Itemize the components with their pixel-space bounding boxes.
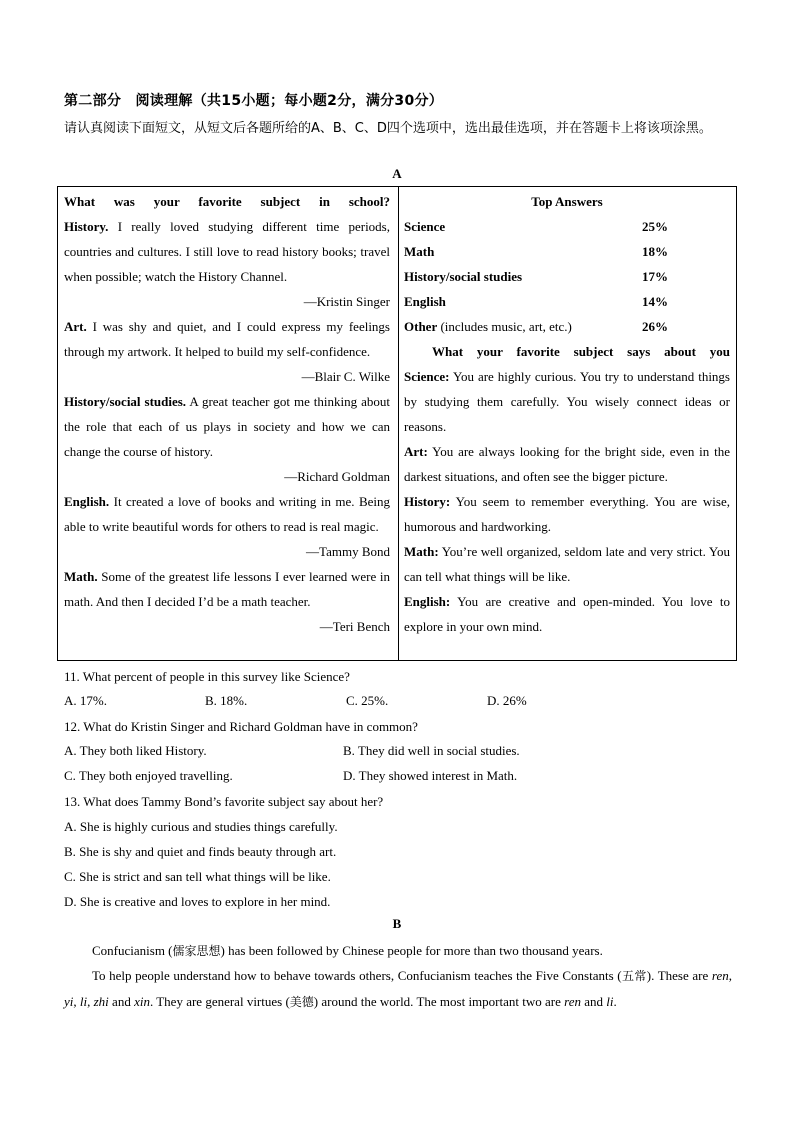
answer-row: English 14% [404,294,668,309]
survey-table [57,186,737,661]
author-teri: —Teri Bench [319,619,390,634]
option[interactable]: C. They both enjoyed travelling. [64,768,233,783]
entry-history: History. I really loved studying different time periods, countries and cultures. I still love to read history books; travel when possible; watch the History Channel. [64,219,390,284]
part-title: 第二部分 阅读理解（共15小题；每小题2分，满分30分） [64,93,444,109]
left-question: What was your favorite subject in school? [64,194,390,209]
section-b-label: B [392,916,402,931]
option[interactable]: A. 17%. [64,693,107,708]
option[interactable]: A. They both liked History. [64,743,207,758]
question-12-options-row1 [64,743,622,759]
trait-history: History: You seem to remember everything. You are wise, humorous and hardworking. [404,494,730,534]
right-column [404,189,730,639]
option[interactable]: A. She is highly curious and studies things carefully. [64,819,338,834]
top-answers-title: Top Answers [531,194,603,209]
question-11: 11. What percent of people in this survey like Science? [64,669,350,684]
says-title: What your favorite subject says about you [432,344,730,359]
answer-row: History/social studies 17% [404,269,668,284]
option[interactable]: B. 18%. [205,693,248,708]
section-b-paragraph-2: To help people understand how to behave towards others, Confucianism teaches the Five Constants (五常). These are ren, yi, li, zhi and xin. They are general virtues (美德) around the world. The most important two are ren and li. [64,968,732,1009]
author-tammy: —Tammy Bond [306,544,390,559]
option[interactable]: C. She is strict and san tell what things will be like. [64,869,331,884]
left-column [64,189,390,639]
option[interactable]: B. She is shy and quiet and finds beauty through art. [64,844,337,859]
answer-row: Other (includes music, art, etc.) 26% [404,319,668,334]
option[interactable]: B. They did well in social studies. [343,743,520,758]
author-blair: —Blair C. Wilke [301,369,390,384]
option[interactable]: D. They showed interest in Math. [343,768,518,783]
section-b-paragraph-1: Confucianism (儒家思想) has been followed by Chinese people for more than two thousand years. [92,943,603,958]
entry-english: English. It created a love of books and writing in me. Being able to write beautiful words for others to read is real magic. [64,494,391,534]
question-12: 12. What do Kristin Singer and Richard Goldman have in common? [64,719,418,734]
table-divider [398,187,399,660]
trait-science: Science: You are highly curious. You try to understand things by studying them carefully. You wisely connect ideas or reasons. [404,369,730,434]
entry-art: Art. I was shy and quiet, and I could express my feelings through my artwork. It helped to build my self-confidence. [64,319,390,359]
entry-history-social: History/social studies. A great teacher got me thinking about the role that each of us plays in society and how we can change the course of history. [64,394,390,459]
trait-english: English: You are creative and open-minded. You love to explore in your own mind. [404,594,730,634]
question-13: 13. What does Tammy Bond’s favorite subject say about her? [64,794,384,809]
question-12-options-row2 [64,768,622,784]
author-kristin: —Kristin Singer [303,294,390,309]
option[interactable]: D. 26% [487,693,527,708]
option[interactable]: C. 25%. [346,693,389,708]
option[interactable]: D. She is creative and loves to explore in her mind. [64,894,331,909]
trait-math: Math: You’re well organized, seldom late and very strict. You can tell what things will be like. [404,544,730,584]
trait-art: Art: You are always looking for the bright side, even in the darkest situations, and often see the bigger picture. [404,444,730,484]
author-richard: —Richard Goldman [284,469,390,484]
entry-math: Math. Some of the greatest life lessons I ever learned were in math. And then I decided I’d be a math teacher. [64,569,391,609]
instructions: 请认真阅读下面短文，从短文后各题所给的A、B、C、D四个选项中，选出最佳选项，并在答题卡上将该项涂黑。 [64,121,712,136]
answer-row: Science 25% [404,219,668,234]
question-11-options [64,693,628,709]
section-a-label: A [392,166,402,181]
answer-row: Math 18% [404,244,668,259]
